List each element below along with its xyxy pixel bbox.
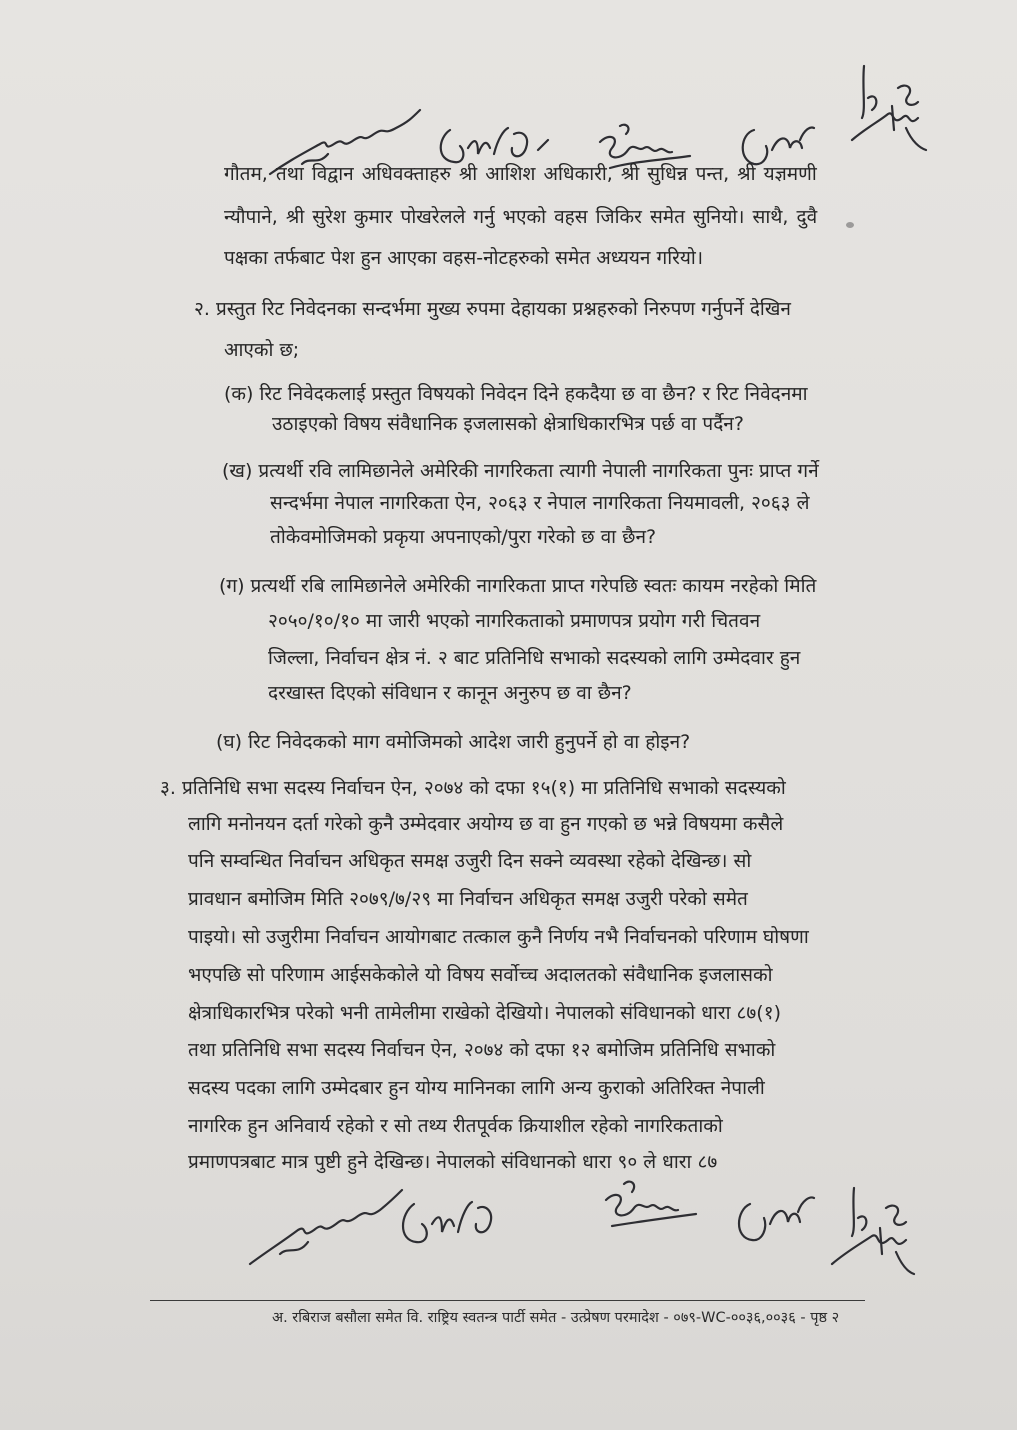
text-line: पनि सम्वन्धित निर्वाचन अधिकृत समक्ष उजुरी दिन सक्ने व्यवस्था रहेको देखिन्छ। सो: [188, 850, 752, 872]
ink-smudge: [846, 222, 854, 228]
text-line: ३. प्रतिनिधि सभा सदस्य निर्वाचन ऐन, २०७४ को दफा १५(१) मा प्रतिनिधि सभाको सदस्यको: [160, 777, 786, 799]
footer-divider: [150, 1300, 865, 1301]
text-line: (ख) प्रत्यर्थी रवि लामिछानेले अमेरिकी नागरिकता त्यागी नेपाली नागरिकता पुनः प्राप्त गर्ने: [222, 460, 819, 482]
text-line: न्यौपाने, श्री सुरेश कुमार पोखरेलले गर्नु भएको वहस जिकिर समेत सुनियो। साथै, दुवै: [224, 206, 818, 228]
signature-1-bottom: [240, 1168, 410, 1282]
text-line: लागि मनोनयन दर्ता गरेको कुनै उम्मेदवार अयोग्य छ वा हुन गएको छ भन्ने विषयमा कसैले: [188, 813, 784, 835]
text-line: जिल्ला, निर्वाचन क्षेत्र नं. २ बाट प्रतिनिधि सभाको सदस्यको लागि उम्मेदवार हुन: [268, 647, 801, 669]
signature-4-bottom: [726, 1178, 826, 1262]
page-footer: अ. रबिराज बसौला समेत वि. राष्ट्रिय स्वतन्त्र पार्टी समेत - उत्प्रेषण परमादेश - ०७९-WC-००३६,००३६ - पृष्ठ २: [272, 1310, 840, 1326]
text-line: नागरिक हुन अनिवार्य रहेको र सो तथ्य रीतपूर्वक क्रियाशील रहेको नागरिकताको: [188, 1115, 723, 1137]
text-line: २०५०/१०/१० मा जारी भएको नागरिकताको प्रमाणपत्र प्रयोग गरी चितवन: [268, 610, 761, 632]
text-line: दरखास्त दिएको संविधान र कानून अनुरुप छ वा छैन?: [268, 682, 632, 704]
text-line: आएको छ;: [224, 339, 300, 361]
text-line: भएपछि सो परिणाम आईसकेकोले यो विषय सर्वोच्च अदालतको संवैधानिक इजलासको: [188, 964, 773, 986]
text-line: उठाइएको विषय संवैधानिक इजलासको क्षेत्राधिकारभित्र पर्छ वा पर्दैन?: [272, 413, 744, 435]
text-line: २. प्रस्तुत रिट निवेदनका सन्दर्भमा मुख्य रुपमा देहायका प्रश्नहरुको निरुपण गर्नुपर्ने देखिन: [194, 298, 791, 320]
text-line: सदस्य पदका लागि उम्मेदबार हुन योग्य मानिनका लागि अन्य कुराको अतिरिक्त नेपाली: [188, 1077, 765, 1099]
text-line: (क) रिट निवेदकलाई प्रस्तुत विषयको निवेदन दिने हकदैया छ वा छैन? र रिट निवेदनमा: [224, 383, 808, 405]
text-line: (ग) प्रत्यर्थी रबि लामिछानेले अमेरिकी नागरिकता प्राप्त गरेपछि स्वतः कायम नरहेको मिति: [219, 575, 817, 597]
text-line: पक्षका तर्फबाट पेश हुन आएका वहस-नोटहरुको समेत अध्ययन गरियो।: [224, 247, 704, 269]
text-line: तोकेवमोजिमको प्रकृया अपनाएको/पुरा गरेको छ वा छैन?: [270, 526, 657, 548]
text-line: क्षेत्राधिकारभित्र परेको भनी तामेलीमा राखेको देखियो। नेपालको संविधानको धारा ८७(१): [188, 1002, 781, 1024]
text-line: (घ) रिट निवेदकको माग वमोजिमको आदेश जारी हुनुपर्ने हो वा होइन?: [216, 731, 691, 753]
text-line: सन्दर्भमा नेपाल नागरिकता ऐन, २०६३ र नेपाल नागरिकता नियमावली, २०६३ ले: [270, 492, 810, 514]
signature-5-bottom: [818, 1180, 928, 1294]
text-line: पाइयो। सो उजुरीमा निर्वाचन आयोगबाट तत्काल कुनै निर्णय नभै निर्वाचनको परिणाम घोषणा: [188, 926, 809, 948]
text-line: प्रावधान बमोजिम मिति २०७९/७/२९ मा निर्वाचन अधिकृत समक्ष उजुरी परेको समेत: [188, 888, 748, 910]
text-line: तथा प्रतिनिधि सभा सदस्य निर्वाचन ऐन, २०७४ को दफा १२ बमोजिम प्रतिनिधि सभाको: [188, 1039, 776, 1061]
signature-3-bottom: [596, 1168, 706, 1242]
text-line: प्रमाणपत्रबाट मात्र पुष्टी हुने देखिन्छ। नेपालको संविधानको धारा ९० ले धारा ८७: [188, 1151, 718, 1173]
signature-2-bottom: [392, 1180, 512, 1264]
text-line: गौतम, तथा विद्वान अधिवक्ताहरु श्री आशिश अधिकारी, श्री सुधिन्न पन्त, श्री यज्ञमणी: [224, 163, 817, 185]
signature-5-top: [832, 58, 942, 172]
